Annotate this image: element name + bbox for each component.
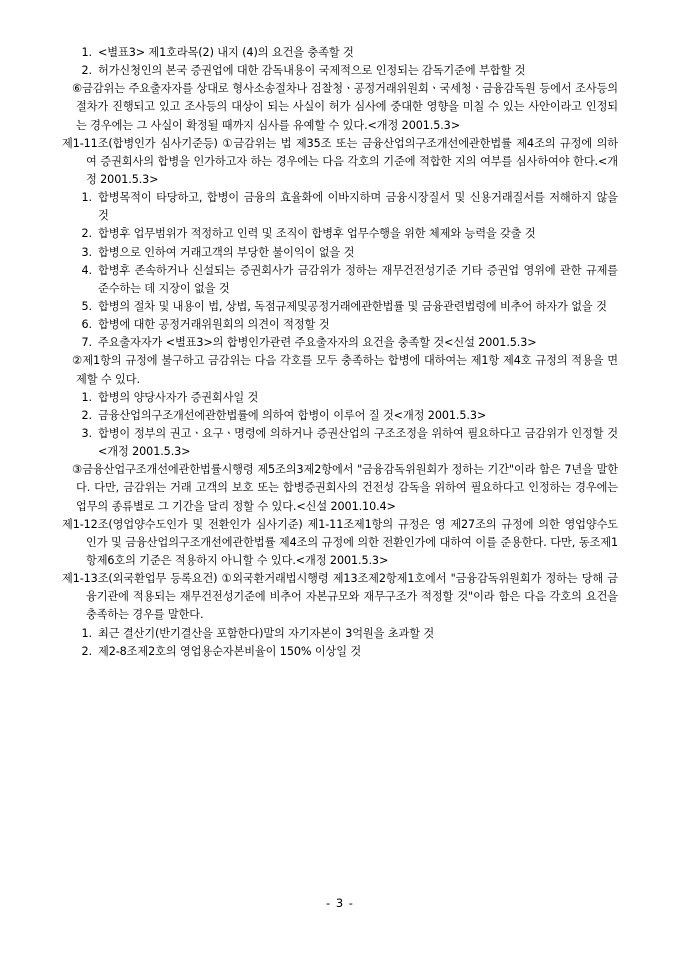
paragraph: ②제1항의 규정에 불구하고 금감위는 다음 각호를 모두 충족하는 합병에 대하여는 제1항 제4호 규정의 적용을 면제할 수 있다. [72,354,618,386]
list-item [62,44,618,62]
list-item [62,298,618,316]
paragraph: ⑥금감위는 주요출자자를 상대로 형사소송절차나 검찰청ㆍ공정거래위원회ㆍ국세청ㆍ금융감독원 등에서 조사등의 절차가 진행되고 있고 조사등의 대상이 되는 사실이 허가 심사에 중대한 영향을 미칠 수 있는 사안이라고 인정되는 경우에는 그 사실이 확정될 때까지 심사를 유예할 수 있다.<개정 2001.5.3> [72,82,618,132]
list-item-marker: 2. [81,408,92,422]
list-item-marker: 2. [81,64,92,78]
list-item [62,225,618,243]
list-item-marker: 2. [81,227,92,241]
list-item-marker: 1. [81,46,92,59]
list-item-text: <별표3> 제1호라목(2) 내지 (4)의 요건을 충족할 것 [98,46,354,59]
paragraph: ③금융산업구조개선에관한법률시행령 제5조의3제2항에서 "금융감독위원회가 정하는 기간"이라 함은 7년을 말한다. 다만, 금감위는 거래 고객의 보호 또는 합병증권회사의 건전성 감독을 위하여 필요하다고 인정하는 경우에는 업무의 종류별로 그 기간을 달리 정할 수 있다.<신설 2001.10.4> [72,463,618,513]
list-item [62,625,618,643]
list-item-text: 허가신청인의 본국 증권업에 대한 감독내용이 국제적으로 인정되는 감독기준에 부합할 것 [98,64,526,78]
list-item-marker: 2. [81,644,92,658]
article-paragraph [62,135,618,189]
document-body [62,44,618,661]
article-text: ①금감위는 법 제35조 또는 금융산업의구조개선에관한법률 제4조의 규정에 의하여 증권회사의 합병을 인가하고자 하는 경우에는 다음 각호의 기준에 적합한 지의 여부를 심사하여야 한다.<개정 2001.5.3> [86,136,618,186]
list-item [62,316,618,334]
list-item [62,425,618,461]
list-item [62,262,618,298]
list-item-text: 주요출자자가 <별표3>의 합병인가관련 주요출자자의 요건을 충족할 것<신설 2001.5.3> [98,336,537,350]
list-item-text: 합병이 정부의 권고ㆍ요구ㆍ명령에 의하거나 증권산업의 구조조정을 위하여 필요하다고 금감위가 인정할 것<개정 2001.5.3> [98,426,618,459]
article-paragraph [62,516,618,570]
article-label: 제1-13조(외국환업무 등록요건) [62,572,218,586]
list-item [62,244,618,262]
list-item-text: 합병후 업무범위가 적정하고 인력 및 조직이 합병후 업무수행을 위한 체제와 능력을 갖출 것 [98,227,536,241]
list-item-marker: 5. [81,299,92,313]
list-item-text: 금융산업의구조개선에관한법률에 의하여 합병이 이루어 질 것<개정 2001.5.3> [98,408,487,422]
article-text: 제1-11조제1항의 규정은 영 제27조의 규정에 의한 영업양수도 인가 및 금융산업의구조개선에관한법률 제4조의 규정에 의한 전환인가에 대하여 이를 준용한다. 다만, 동조제1항제6호의 기준은 적용하지 아니할 수 있다.<개정 2001.5.3> [86,517,619,567]
list-item-marker: 1. [81,191,92,205]
list-item-marker: 3. [81,245,92,259]
list-item-text: 합병후 존속하거나 신설되는 증권회사가 금감위가 정하는 재무건전성기준 기타 증권업 영위에 관한 규제를 준수하는 데 지장이 없을 것 [98,263,618,295]
list-item [62,334,618,352]
list-item [62,407,618,425]
article-label: 제1-11조(합병인가 심사기준등) [62,136,218,150]
list-item [62,643,618,661]
list-item-text: 제2-8조제2호의 영업용순자본비율이 150% 이상일 것 [98,644,362,658]
list-item-text: 합병에 대한 공정거래위원회의 의견이 적정할 것 [98,318,330,332]
list-item-marker: 1. [81,626,92,640]
article-text: ①외국환거래법시행령 제13조제2항제1호에서 "금융감독위원회가 정하는 당해 금융기관에 적용되는 재무건전성기준에 비추어 자본규모와 재무구조가 적정할 것"이라 함은 다음 각호의 요건을 충족하는 경우를 말한다. [86,572,618,622]
article-paragraph [62,570,618,624]
list-item-marker: 7. [81,336,92,350]
list-item [62,389,618,407]
list-item-text: 최근 결산기(반기결산을 포함한다)말의 자기자본이 3억원을 초과할 것 [98,626,435,640]
list-item-text: 합병으로 인하여 거래고객의 부당한 불이익이 없을 것 [98,245,355,259]
list-item-text: 합병의 절차 및 내용이 법, 상법, 독점규제및공정거래에관한법률 및 금융관련법령에 비추어 하자가 없을 것 [98,299,607,313]
article-label: 제1-12조(영업양수도인가 및 전환인가 심사기준) [62,517,303,531]
list-item [62,189,618,225]
list-item [62,62,618,80]
list-item-marker: 6. [81,318,92,332]
list-item-marker: 4. [81,263,92,277]
list-item-text: 합병의 양당사자가 증권회사일 것 [98,390,259,404]
list-item-text: 합병목적이 타당하고, 합병이 금융의 효율화에 이바지하며 금융시장질서 및 신용거래질서를 저해하지 않을 것 [98,191,618,223]
list-item-marker: 3. [81,426,92,440]
list-item-marker: 1. [81,390,92,404]
page-number: - 3 - [326,896,354,910]
